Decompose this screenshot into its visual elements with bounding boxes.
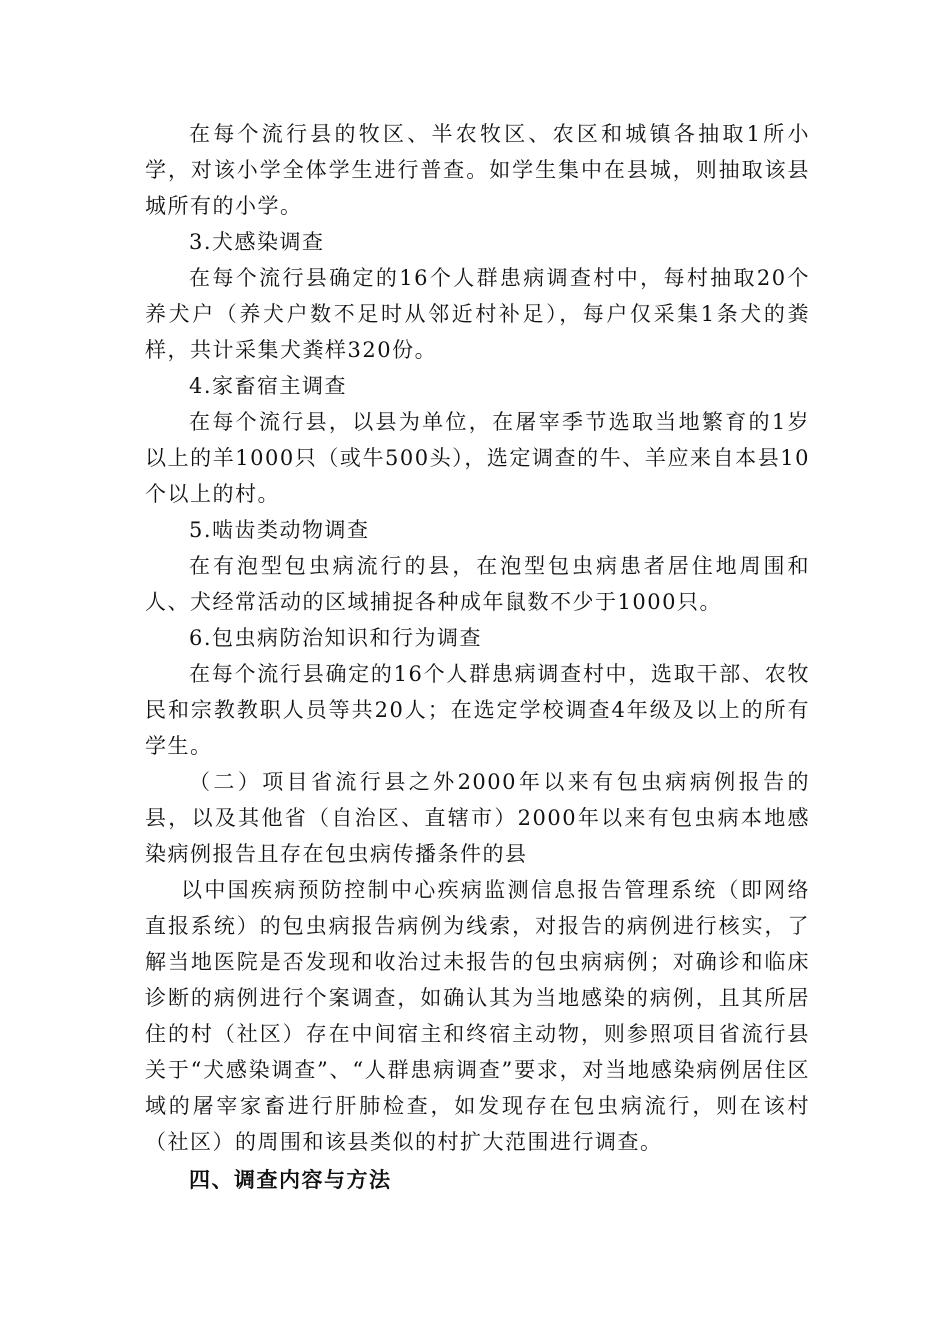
section-heading-content-methods: 四、调查内容与方法 [189,1167,392,1192]
paragraph-rodent-survey: 在有泡型包虫病流行的县，在泡型包虫病患者居住地周围和人、犬经常活动的区域捕捉各种成年鼠数不少于1000只。 [145,554,810,614]
paragraph-knowledge-behavior: 在每个流行县确定的16个人群患病调查村中，选取干部、农牧民和宗教教职人员等共20人；在选定学校调查4年级及以上的所有学生。 [145,662,810,758]
subheading-other-counties: （二）项目省流行县之外2000年以来有包虫病病例报告的县，以及其他省（自治区、直辖市）2000年以来有包虫病本地感染病例报告且存在包虫病传播条件的县 [145,770,810,866]
subheading-dog-infection: 3.犬感染调查 [189,230,325,254]
subheading-livestock-host: 4.家畜宿主调查 [189,374,348,398]
paragraph-livestock-host: 在每个流行县，以县为单位，在屠宰季节选取当地繁育的1岁以上的羊1000只（或牛500头），选定调查的牛、羊应来自本县10个以上的村。 [145,410,810,506]
paragraph-dog-infection: 在每个流行县确定的16个人群患病调查村中，每村抽取20个养犬户（养犬户数不足时从邻近村补足），每户仅采集1条犬的粪样，共计采集犬粪样320份。 [145,266,810,362]
document-body [145,116,810,1198]
paragraph-school-survey: 在每个流行县的牧区、半农牧区、农区和城镇各抽取1所小学，对该小学全体学生进行普查。如学生集中在县城，则抽取该县城所有的小学。 [145,122,810,218]
subheading-rodent-survey: 5.啮齿类动物调查 [189,518,370,542]
paragraph-case-verification: 以中国疾病预防控制中心疾病监测信息报告管理系统（即网络直报系统）的包虫病报告病例为线索，对报告的病例进行核实，了解当地医院是否发现和收治过未报告的包虫病病例；对确诊和临床诊断的病例进行个案调查，如确认其为当地感染的病例，且其所居住的村（社区）存在中间宿主和终宿主动物，则参照项目省流行县关于“犬感染调查”、“人群患病调查”要求，对当地感染病例居住区域的屠宰家畜进行肝肺检查，如发现存在包虫病流行，则在该村（社区）的周围和该县类似的村扩大范围进行调查。 [145,878,810,1154]
subheading-knowledge-behavior: 6.包虫病防治知识和行为调查 [189,626,483,650]
